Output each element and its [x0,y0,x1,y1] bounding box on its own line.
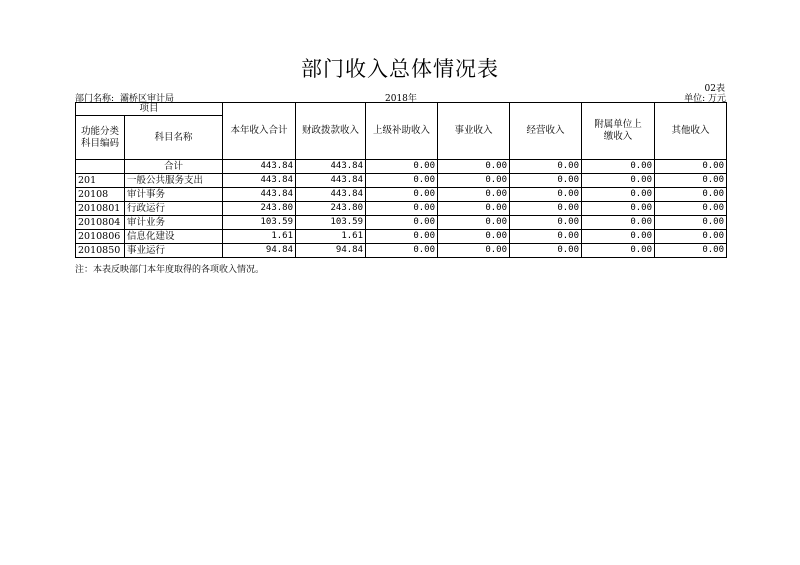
report-meta [75,91,726,102]
header-group: 项目 [76,103,223,116]
cell-value: 0.00 [582,202,655,216]
cell-value: 0.00 [438,202,510,216]
row-code: 2010806 [76,230,125,244]
cell-value: 243.80 [223,202,296,216]
cell-value: 0.00 [510,202,582,216]
cell-value: 94.84 [223,244,296,258]
unit-label: 单位: 万元 [684,94,726,104]
cell-value: 0.00 [366,188,438,202]
cell-value: 0.00 [366,174,438,188]
col-header-subject-name: 科目名称 [125,116,223,160]
row-code [76,160,125,174]
table-row [76,188,727,202]
report-title: 部门收入总体情况表 [301,57,499,81]
table-row [76,216,727,230]
row-name: 行政运行 [125,202,223,216]
department-value: 灞桥区审计局 [120,94,175,104]
table-row [76,174,727,188]
table-note: 注：本表反映部门本年度取得的各项收入情况。 [75,265,265,275]
cell-value: 0.00 [655,244,727,258]
cell-value: 443.84 [223,188,296,202]
cell-value: 0.00 [582,160,655,174]
cell-value: 0.00 [438,174,510,188]
cell-value: 0.00 [510,160,582,174]
col-header-operating: 经营收入 [510,103,582,160]
cell-value: 0.00 [582,230,655,244]
report-year: 2018年 [385,94,417,104]
cell-value: 0.00 [366,244,438,258]
col-header-func-code: 功能分类科目编码 [76,116,125,160]
cell-value: 0.00 [510,244,582,258]
cell-value: 0.00 [655,160,727,174]
table-code: 02表 [704,84,725,94]
cell-value: 443.84 [223,160,296,174]
table-row [76,244,727,258]
cell-value: 443.84 [296,160,366,174]
cell-value: 0.00 [366,202,438,216]
cell-value: 0.00 [366,160,438,174]
cell-value: 0.00 [510,216,582,230]
cell-value: 443.84 [223,174,296,188]
cell-value: 0.00 [655,202,727,216]
department-label: 部门名称: [75,94,115,104]
row-code: 2010801 [76,202,125,216]
row-code: 2010850 [76,244,125,258]
col-header-fiscal: 财政拨款收入 [296,103,366,160]
cell-value: 0.00 [655,216,727,230]
row-code: 20108 [76,188,125,202]
cell-value: 0.00 [438,216,510,230]
col-header-total: 本年收入合计 [223,103,296,160]
row-name: 审计业务 [125,216,223,230]
cell-value: 1.61 [296,230,366,244]
row-name: 审计事务 [125,188,223,202]
row-code: 2010804 [76,216,125,230]
cell-value: 0.00 [438,244,510,258]
cell-value: 443.84 [296,188,366,202]
col-header-business: 事业收入 [438,103,510,160]
income-table [75,102,727,258]
cell-value: 0.00 [438,188,510,202]
row-code: 201 [76,174,125,188]
cell-value: 0.00 [582,216,655,230]
table-row [76,202,727,216]
cell-value: 0.00 [510,230,582,244]
cell-value: 0.00 [366,230,438,244]
cell-value: 0.00 [655,230,727,244]
row-name: 一般公共服务支出 [125,174,223,188]
cell-value: 0.00 [438,160,510,174]
cell-value: 1.61 [223,230,296,244]
cell-value: 0.00 [582,188,655,202]
cell-value: 243.80 [296,202,366,216]
cell-value: 0.00 [655,174,727,188]
cell-value: 94.84 [296,244,366,258]
row-name: 合计 [125,160,223,174]
cell-value: 443.84 [296,174,366,188]
row-name: 事业运行 [125,244,223,258]
cell-value: 0.00 [582,174,655,188]
cell-value: 0.00 [510,174,582,188]
cell-value: 0.00 [582,244,655,258]
cell-value: 0.00 [655,188,727,202]
cell-value: 0.00 [438,230,510,244]
table-row-total [76,160,727,174]
cell-value: 103.59 [296,216,366,230]
cell-value: 0.00 [366,216,438,230]
cell-value: 0.00 [510,188,582,202]
table-row [76,230,727,244]
col-header-other: 其他收入 [655,103,727,160]
col-header-affiliated: 附属单位上缴收入 [582,103,655,160]
col-header-superior: 上级补助收入 [366,103,438,160]
row-name: 信息化建设 [125,230,223,244]
cell-value: 103.59 [223,216,296,230]
